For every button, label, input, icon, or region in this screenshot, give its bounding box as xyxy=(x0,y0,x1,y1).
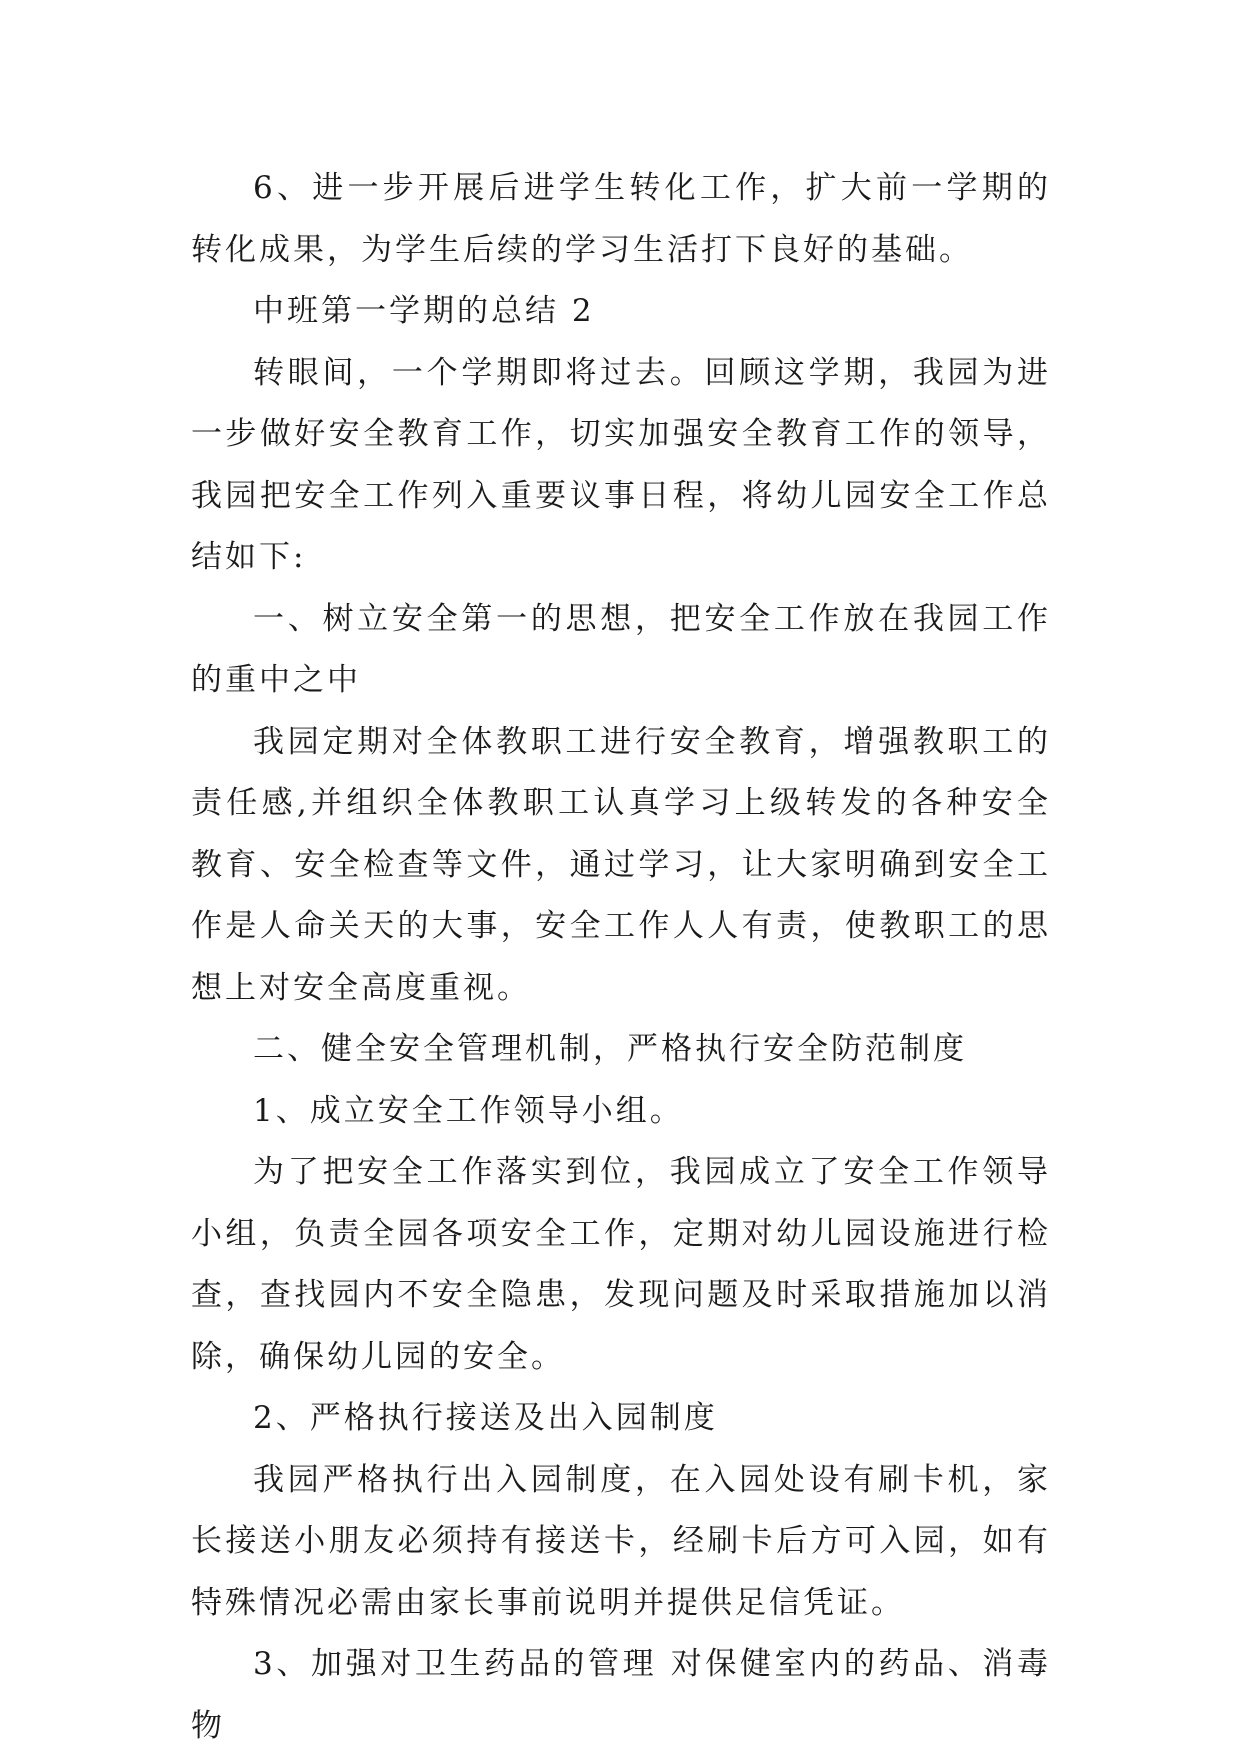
paragraph-staff-education: 我园定期对全体教职工进行安全教育，增强教职工的责任感,并组织全体教职工认真学习上级转发的各种安全教育、安全检查等文件，通过学习，让大家明确到安全工作是人命关天的大事，安全工作人人有责，使教职工的思想上对安全高度重视。 xyxy=(191,723,1051,1006)
subheading-item-1: 1、成立安全工作领导小组。 xyxy=(253,1092,684,1129)
paragraph-entry-exit: 我园严格执行出入园制度，在入园处设有刷卡机，家长接送小朋友必须持有接送卡，经刷卡后方可入园，如有特殊情况必需由家长事前说明并提供足信凭证。 xyxy=(191,1461,1051,1621)
paragraph-intro: 转眼间，一个学期即将过去。回顾这学期，我园为进一步做好安全教育工作，切实加强安全教育工作的领导，我园把安全工作列入重要议事日程，将幼儿园安全工作总结如下: xyxy=(191,354,1051,575)
heading-section-two: 二、健全安全管理机制，严格执行安全防范制度 xyxy=(253,1031,967,1067)
subheading-item-3: 3、加强对卫生药品的管理 对保健室内的药品、消毒物 xyxy=(191,1646,1051,1744)
heading-section-one: 一、树立安全第一的思想，把安全工作放在我园工作的重中之中 xyxy=(191,600,1051,698)
paragraph-item-6-conclusion: 6、进一步开展后进学生转化工作，扩大前一学期的转化成果，为学生后续的学习生活打下良好的基础。 xyxy=(191,170,1051,268)
document-body xyxy=(191,158,1051,1757)
section-title: 中班第一学期的总结 2 xyxy=(253,293,595,329)
subheading-item-2: 2、严格执行接送及出入园制度 xyxy=(253,1400,718,1436)
paragraph-safety-group: 为了把安全工作落实到位，我园成立了安全工作领导小组，负责全园各项安全工作，定期对幼儿园设施进行检查，查找园内不安全隐患，发现问题及时采取措施加以消除，确保幼儿园的安全。 xyxy=(191,1154,1051,1375)
